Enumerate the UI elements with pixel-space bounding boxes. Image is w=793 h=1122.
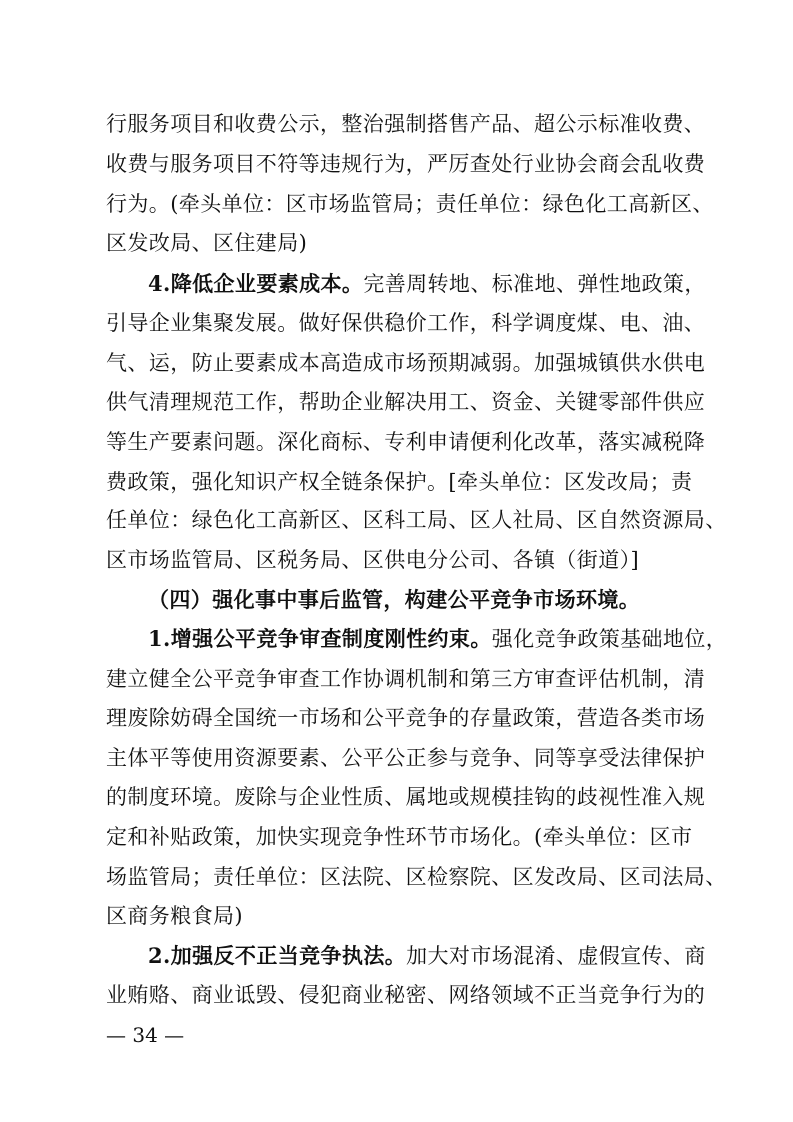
section-heading: （四）强化事中事后监管，构建公平竞争市场环境。: [148, 587, 641, 612]
text-line: 场监管局；责任单位：区法院、区检察院、区发改局、区司法局、: [106, 865, 727, 889]
text-line: 供气清理规范工作，帮助企业解决用工、资金、关键零部件供应: [106, 390, 706, 414]
item-heading: 1.增强公平竞争审查制度刚性约束。: [148, 626, 492, 651]
text-line: 气、运，防止要素成本高造成市场预期减弱。加强城镇供水供电: [106, 351, 706, 375]
text-line: 区发改局、区住建局): [106, 231, 308, 255]
text-line: 主体平等使用资源要素、公平公正参与竞争、同等享受法律保护: [106, 746, 706, 770]
text-line: 业贿赂、商业诋毁、侵犯商业秘密、网络领域不正当竞争行为的: [106, 983, 706, 1007]
page-number: — 34 —: [106, 1023, 185, 1047]
text-line: 区市场监管局、区税务局、区供电分公司、各镇（街道）]: [106, 548, 640, 572]
text-line: 任单位：绿色化工高新区、区科工局、区人社局、区自然资源局、: [106, 508, 727, 532]
text-line: 等生产要素问题。深化商标、专利申请便利化改革，落实减税降: [106, 430, 706, 454]
paragraph-heading-line: 1.增强公平竞争审查制度刚性约束。强化竞争政策基础地位，: [148, 626, 728, 651]
item-heading: 2.加强反不正当竞争执法。: [148, 943, 407, 968]
text-line: 行服务项目和收费公示，整治强制搭售产品、超公示标准收费、: [106, 112, 706, 136]
text-line: 行为。(牵头单位：区市场监管局；责任单位：绿色化工高新区、: [106, 192, 714, 216]
text-line: 收费与服务项目不符等违规行为，严厉查处行业协会商会乱收费: [106, 152, 706, 176]
text-line: 定和补贴政策，加快实现竞争性环节市场化。(牵头单位：区市: [106, 825, 693, 849]
text-line: 的制度环境。废除与企业性质、属地或规模挂钩的歧视性准入规: [106, 785, 706, 809]
item-heading: 4.降低企业要素成本。: [148, 271, 364, 296]
paragraph-heading-line: 4.降低企业要素成本。完善周转地、标准地、弹性地政策，: [148, 271, 706, 296]
text-line: 区商务粮食局): [106, 904, 243, 928]
text-line: 理废除妨碍全国统一市场和公平竞争的存量政策，营造各类市场: [106, 706, 706, 730]
paragraph-heading-line: 2.加强反不正当竞争执法。加大对市场混淆、虚假宣传、商: [148, 943, 706, 968]
text-line: 建立健全公平竞争审查工作协调机制和第三方审查评估机制，清: [106, 667, 706, 691]
text-line: 引导企业集聚发展。做好保供稳价工作，科学调度煤、电、油、: [106, 311, 706, 335]
text-line: 费政策，强化知识产权全链条保护。[牵头单位：区发改局；责: [106, 470, 693, 494]
